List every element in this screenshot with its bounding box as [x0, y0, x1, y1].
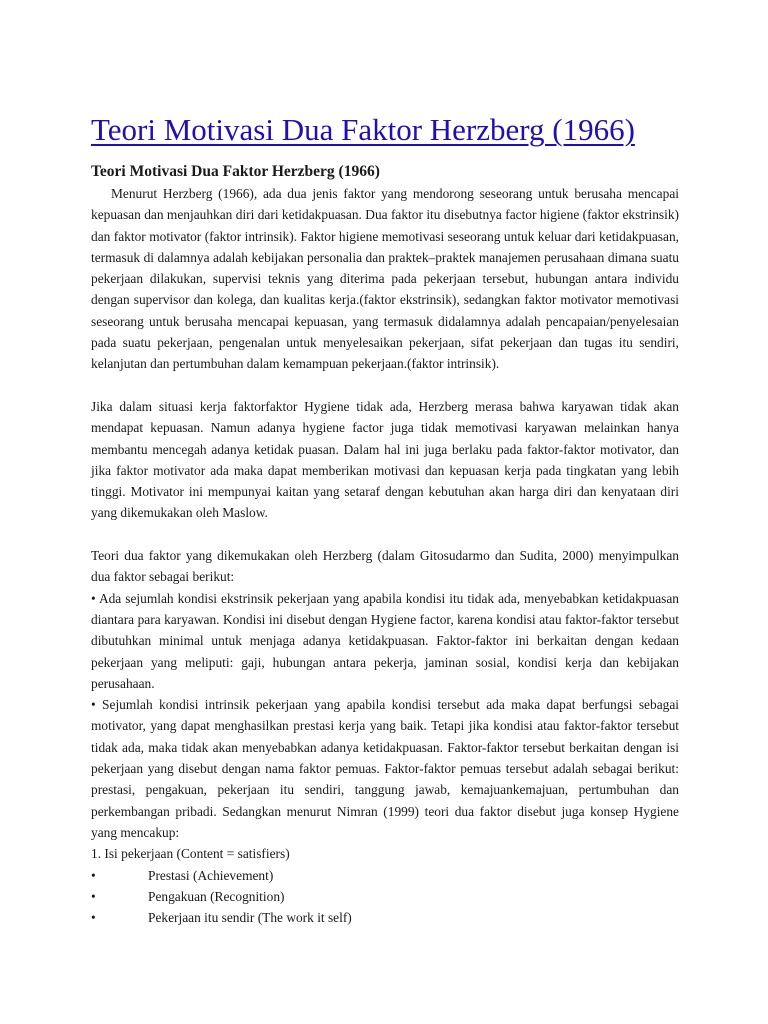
section-heading: Teori Motivasi Dua Faktor Herzberg (1966) [91, 163, 380, 180]
bullet-dot: • [91, 910, 96, 926]
bullet-dot: • [91, 888, 96, 904]
list-item-text: Pekerjaan itu sendir (The work it self) [148, 910, 352, 926]
article-body [91, 183, 679, 928]
bullet-dot: • [91, 867, 96, 883]
list-item-text: Prestasi (Achievement) [148, 867, 274, 883]
document-title-link[interactable]: Teori Motivasi Dua Faktor Herzberg (1966) [91, 112, 635, 147]
list-item-text: Pengakuan (Recognition) [148, 888, 285, 904]
list-item [91, 907, 679, 928]
paragraph-herzberg-intro: Menurut Herzberg (1966), ada dua jenis faktor yang mendorong seseorang untuk berusaha mencapai kepuasan dan menjauhkan diri dari ketidakpuasan. Dua faktor itu disebutnya factor higiene (faktor ekstrinsik) dan faktor motivator (faktor intrinsik). Faktor higiene memotivasi seseorang untuk keluar dari ketidakpuasan, termasuk di dalamnya adalah kebijakan personalia dan praktek–praktek manajemen perusahaan dimana suatu pekerjaan dilakukan, supervisi teknis yang diterima pada pekerjaan tersebut, hubungan antara individu dengan supervisor dan kolega, dan kualitas kerja.(faktor ekstrinsik), sedangkan faktor motivator memotivasi seseorang untuk berusaha mencapai kepuasan, yang termasuk didalamnya adalah pencapaian/penyelesaian pada suatu pekerjaan, pengenalan untuk menyelesaikan pekerjaan, sifat pekerjaan dan tugas itu sendiri, kelanjutan dan pertumbuhan dalam kemampuan pekerjaan.(faktor intrinsik). [91, 186, 679, 372]
list-item [91, 886, 679, 907]
bullet-extrinsic-conditions: • Ada sejumlah kondisi ekstrinsik pekerjaan yang apabila kondisi itu tidak ada, menyebabkan ketidakpuasan diantara para karyawan. Kondisi ini disebut dengan Hygiene factor, karena kondisi atau faktor-faktor tersebut dibutuhkan minimal untuk menjaga adanya ketidakpuasan. Faktor-faktor ini berkaitan dengan kedaan pekerjaan yang meliputi: gaji, hubungan antara pekerja, jaminan sosial, kondisi kerja dan kebijakan perusahaan. [91, 590, 679, 691]
list-heading-content: 1. Isi pekerjaan (Content = satisfiers) [91, 846, 290, 862]
paragraph-two-factor-summary: Teori dua faktor yang dikemukakan oleh Herzberg (dalam Gitosudarmo dan Sudita, 2000) menyimpulkan dua faktor sebagai berikut: [91, 548, 679, 585]
paragraph-hygiene-factors: Jika dalam situasi kerja faktorfaktor Hygiene tidak ada, Herzberg merasa bahwa karyawan tidak akan mendapat kepuasan. Namun adanya hygiene factor juga tidak memotivasi karyawan melainkan hanya membantu mencegah adanya ketidak puasan. Dalam hal ini juga berlaku pada faktor-faktor motivator, dan jika faktor motivator ada maka dapat memberikan motivasi dan kepuasan kerja pada tingkatan yang lebih tinggi. Motivator ini mempunyai kaitan yang setaraf dengan kebutuhan akan harga diri dan kenyataan diri yang dikemukakan oleh Maslow. [91, 398, 679, 521]
list-item [91, 865, 679, 886]
bullet-intrinsic-conditions: • Sejumlah kondisi intrinsik pekerjaan yang apabila kondisi tersebut ada maka dapat berfungsi sebagai motivator, yang dapat menghasilkan prestasi kerja yang baik. Tetapi jika kondisi atau faktor-faktor tersebut tidak ada, maka tidak akan menyebabkan adanya ketidakpuasan. Faktor-faktor tersebut berkaitan dengan isi pekerjaan yang disebut dengan nama faktor pemuas. Faktor-faktor pemuas tersebut adalah sebagai berikut: prestasi, pengakuan, pekerjaan itu sendiri, tanggung jawab, kemajuankemajuan, pertumbuhan dan perkembangan pribadi. Sedangkan menurut Nimran (1999) teori dua faktor disebut juga konsep Hygiene yang mencakup: [91, 697, 679, 840]
